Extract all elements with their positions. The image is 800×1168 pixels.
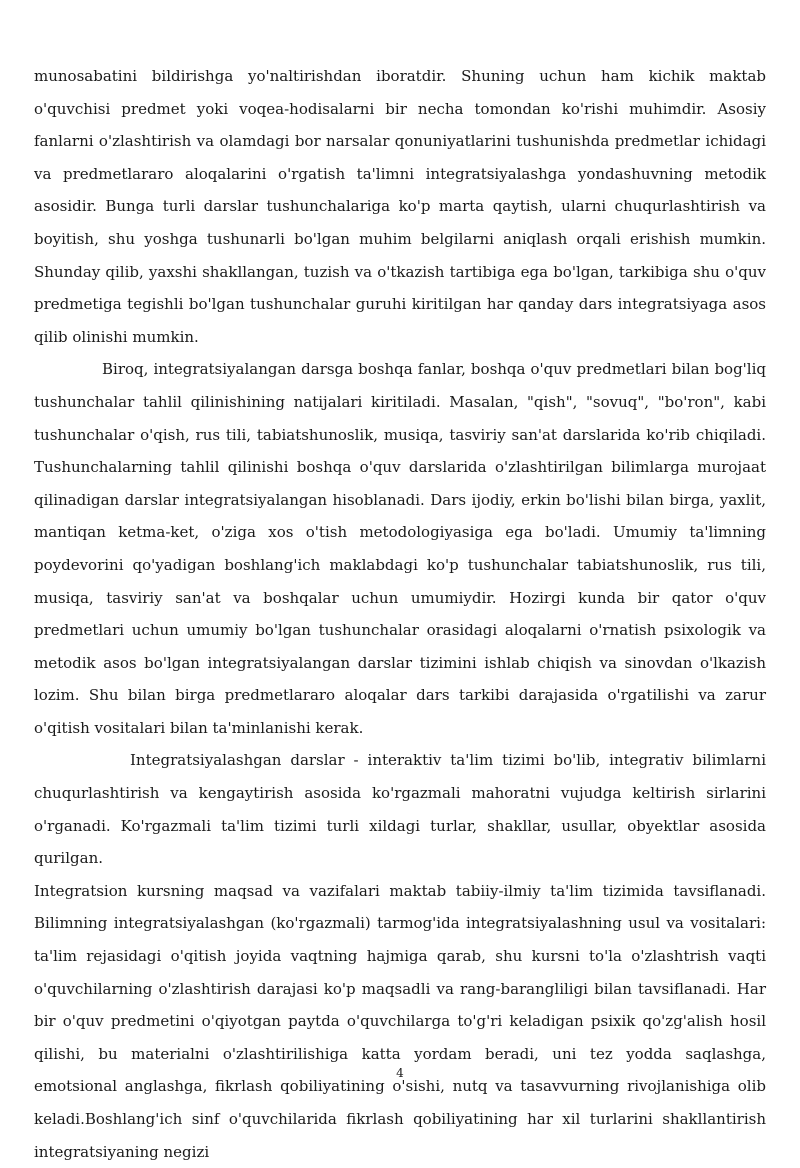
paragraph-4: Integratsion kursning maqsad va vazifalari maktab tabiiy-ilmiy ta'lim tizimida tavsiflanadi. Bilimning integratsiyalashgan (ko'rgazmali) tarmog'ida integratsiyalashning usul va vositalari: ta'lim rejasidagi o'qitish joyida vaqtning hajmiga qarab, shu kursni to'la o'zlashtrish vaqti o'quvchilarning o'zlashtirish darajasi ko'p maqsadli va rang-barangliligi bilan tavsiflanadi. Har bir o'quv predmetini o'qiyotgan paytda o'quvchilarga to'g'ri keladigan psixik qo'zg'alish hosil qilishi, bu materialni o'zlashtirilishiga katta yordam beradi, uni tez yodda saqlashga, emotsional anglashga, fikrlash qobiliyatining o'sishi, nutq va tasavvurning rivojlanishiga olib keladi.Boshlang'ich sinf o'quvchilarida fikrlash qobiliyatining har xil turlarini shakllantirish integratsiyaning negizi bbox=[34, 881, 766, 1161]
body-text bbox=[34, 60, 766, 1168]
paragraph-3: Integratsiyalashgan darslar - interaktiv ta'lim tizimi bo'lib, integrativ bilimlarni chuqurlashtirish va kengaytirish asosida ko'rgazmali mahoratni vujudga keltirish sirlarini o'rganadi. Ko'rgazmali ta'lim tizimi turli xildagi turlar, shakllar, usullar, obyektlar asosida qurilgan. bbox=[34, 751, 766, 868]
paragraph-1: munosabatini bildirishga yo'naltirishdan iboratdir. Shuning uchun ham kichik maktab o'quvchisi predmet yoki voqea-hodisalarni bir necha tomondan ko'rishi muhimdir. Asosiy fanlarni o'zlashtirish va olamdagi bor narsalar qonuniyatlarini tushunishda predmetlar ichidagi va predmetlararo aloqalarini o'rgatish ta'limni integratsiyalashga yondashuvning metodik asosidir. Bunga turli darslar tushunchalariga ko'p marta qaytish, ularni chuqurlashtirish va boyitish, shu yoshga tushunarli bo'lgan muhim belgilarni aniqlash orqali erishish mumkin. Shunday qilib, yaxshi shakllangan, tuzish va o'tkazish tartibiga ega bo'lgan, tarkibiga shu o'quv predmetiga tegishli bo'lgan tushunchalar guruhi kiritilgan har qanday dars integratsiyaga asos qilib olinishi mumkin. bbox=[34, 67, 766, 346]
page-number: 4 bbox=[396, 1066, 404, 1080]
paragraph-2: Biroq, integratsiyalangan darsga boshqa fanlar, boshqa o'quv predmetlari bilan bog'liq tushunchalar tahlil qilinishining natijalari kiritiladi. Masalan, "qish", "sovuq", "bo'ron", kabi tushunchalar o'qish, rus tili, tabiatshunoslik, musiqa, tasviriy san'at darslarida ko'rib chiqiladi. Tushunchalarning tahlil qilinishi boshqa o'quv darslarida o'zlashtirilgan bilimlarga murojaat qilinadigan darslar integratsiyalangan hisoblanadi. Dars ijodiy, erkin bo'lishi bilan birga, yaxlit, mantiqan ketma-ket, o'ziga xos o'tish metodologiyasiga ega bo'ladi. Umumiy ta'limning poydevorini qo'yadigan boshlang'ich maklabdagi ko'p tushunchalar tabiatshunoslik, rus tili, musiqa, tasviriy san'at va boshqalar uchun umumiydir. Hozirgi kunda bir qator o'quv predmetlari uchun umumiy bo'lgan tushunchalar orasidagi aloqalarni o'rnatish psixologik va metodik asos bo'lgan integratsiyalangan darslar tizimini ishlab chiqish va sinovdan o'lkazish lozim. Shu bilan birga predmetlararo aloqalar dars tarkibi darajasida o'rgatilishi va zarur o'qitish vositalari bilan ta'minlanishi kerak. bbox=[34, 360, 766, 737]
